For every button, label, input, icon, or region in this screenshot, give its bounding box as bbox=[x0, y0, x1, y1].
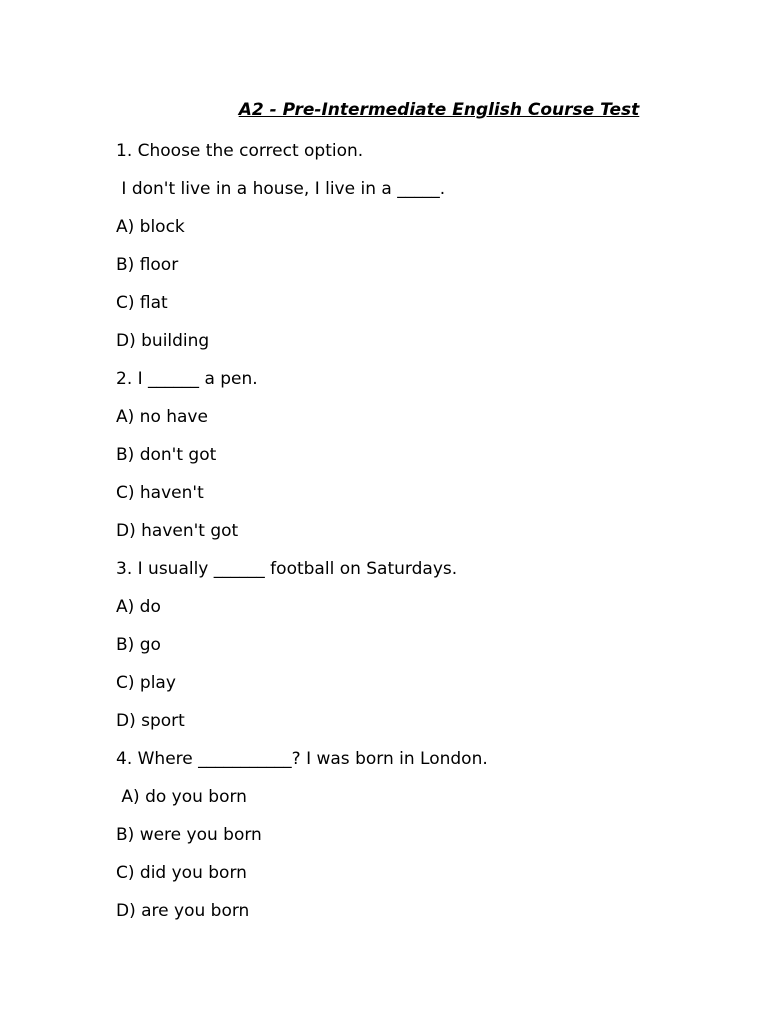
question-4-option-b: B) were you born bbox=[116, 825, 262, 845]
question-1-option-c: C) flat bbox=[116, 293, 168, 313]
question-4-option-a: A) do you born bbox=[116, 787, 247, 807]
question-1-option-b: B) floor bbox=[116, 255, 179, 275]
question-4-option-d: D) are you born bbox=[116, 901, 250, 921]
question-2-prompt: 2. I ______ a pen. bbox=[116, 369, 258, 389]
question-3-option-d: D) sport bbox=[116, 711, 185, 731]
question-1-option-d: D) building bbox=[116, 331, 210, 351]
question-3-option-c: C) play bbox=[116, 673, 176, 693]
question-4-option-c: C) did you born bbox=[116, 863, 247, 883]
question-2-option-d: D) haven't got bbox=[116, 521, 239, 541]
question-3-option-a: A) do bbox=[116, 597, 161, 617]
question-2-option-b: B) don't got bbox=[116, 445, 217, 465]
question-2-option-a: A) no have bbox=[116, 407, 208, 427]
question-1-prompt: I don't live in a house, I live in a _____. bbox=[116, 179, 446, 199]
document-title: A2 - Pre-Intermediate English Course Test bbox=[238, 100, 640, 120]
question-2-option-c: C) haven't bbox=[116, 483, 204, 503]
question-3-option-b: B) go bbox=[116, 635, 161, 655]
question-4-prompt: 4. Where ___________? I was born in London. bbox=[116, 749, 488, 769]
question-1-option-a: A) block bbox=[116, 217, 185, 237]
document-body bbox=[116, 139, 736, 937]
question-3-prompt: 3. I usually ______ football on Saturdays. bbox=[116, 559, 458, 579]
question-1-heading: 1. Choose the correct option. bbox=[116, 141, 364, 161]
